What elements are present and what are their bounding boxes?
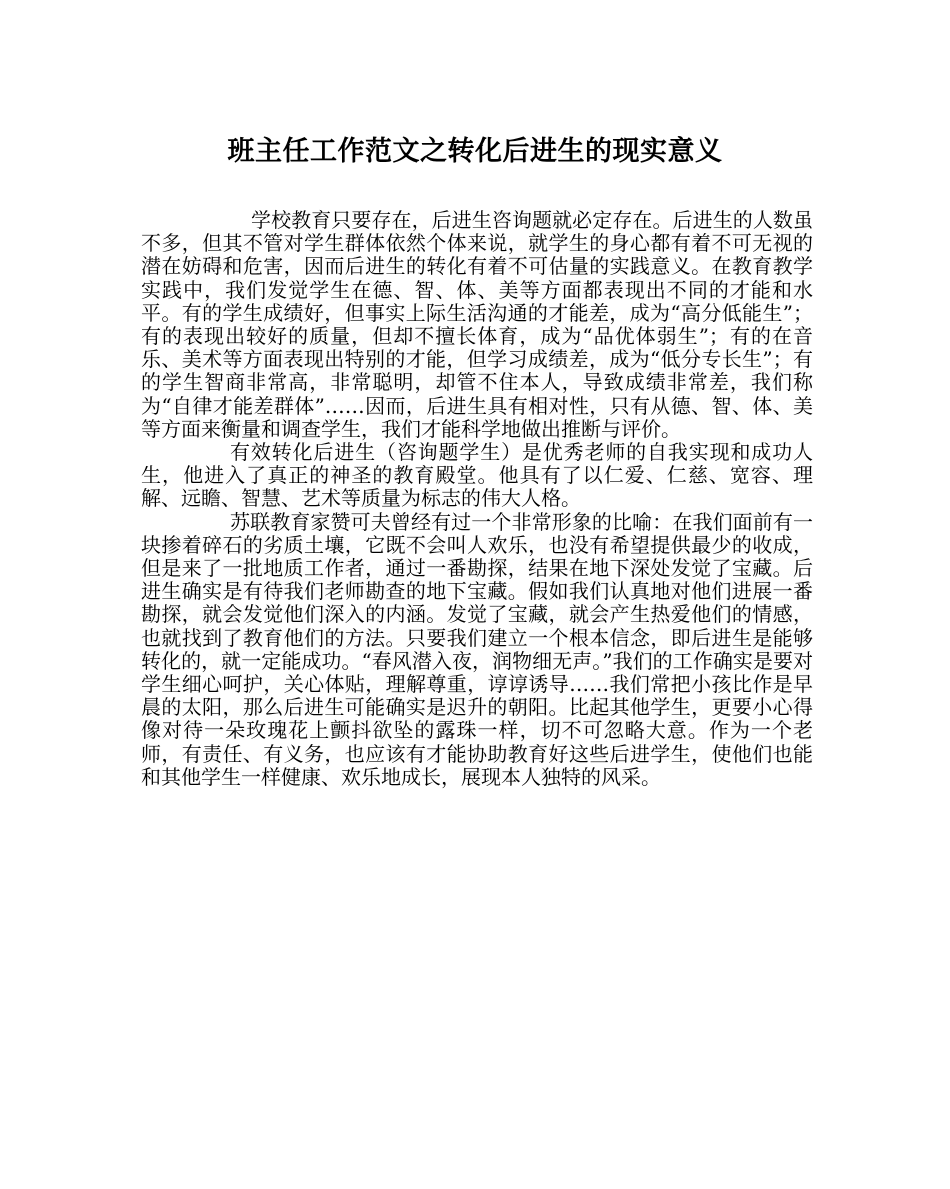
document-title: 班主任工作范文之转化后进生的现实意义 xyxy=(227,136,723,167)
document-body xyxy=(141,209,813,789)
paragraph-1: 学校教育只要存在，后进生咨询题就必定存在。后进生的人数虽不多，但其不管对学生群体依然个体来说，就学生的身心都有着不可无视的潜在妨碍和危害，因而后进生的转化有着不可估量的实践意义。在教育教学实践中，我们发觉学生在德、智、体、美等方面都表现出不同的才能和水平。有的学生成绩好，但事实上际生活沟通的才能差，成为“高分低能生”；有的表现出较好的质量，但却不擅长体育，成为“品优体弱生”；有的在音乐、美术等方面表现出特别的才能，但学习成绩差，成为“低分专长生”；有的学生智商非常高，非常聪明，却管不住本人，导致成绩非常差，我们称为“自律才能差群体”……因而，后进生具有相对性，只有从德、智、体、美等方面来衡量和调查学生，我们才能科学地做出推断与评价。 xyxy=(141,208,813,441)
paragraph-2: 有效转化后进生（咨询题学生）是优秀老师的自我实现和成功人生，他进入了真正的神圣的教育殿堂。他具有了以仁爱、仁慈、宽容、理解、远瞻、智慧、艺术等质量为标志的伟大人格。 xyxy=(141,440,813,511)
paragraph-3: 苏联教育家赞可夫曾经有过一个非常形象的比喻：在我们面前有一块掺着碎石的劣质土壤，它既不会叫人欢乐，也没有希望提供最少的收成，但是来了一批地质工作者，通过一番勘探，结果在地下深处发觉了宝藏。后进生确实是有待我们老师勘查的地下宝藏。假如我们认真地对他们进展一番勘探，就会发觉他们深入的内涵。发觉了宝藏，就会产生热爱他们的情感，也就找到了教育他们的方法。只要我们建立一个根本信念，即后进生是能够转化的，就一定能成功。“春风潜入夜，润物细无声。”我们的工作确实是要对学生细心呵护，关心体贴，理解尊重，谆谆诱导……我们常把小孩比作是早晨的太阳，那么后进生可能确实是迟升的朝阳。比起其他学生，更要小心得像对待一朵玫瑰花上颤抖欲坠的露珠一样，切不可忽略大意。作为一个老师，有责任、有义务，也应该有才能协助教育好这些后进学生，使他们也能和其他学生一样健康、欢乐地成长，展现本人独特的风采。 xyxy=(141,509,813,789)
